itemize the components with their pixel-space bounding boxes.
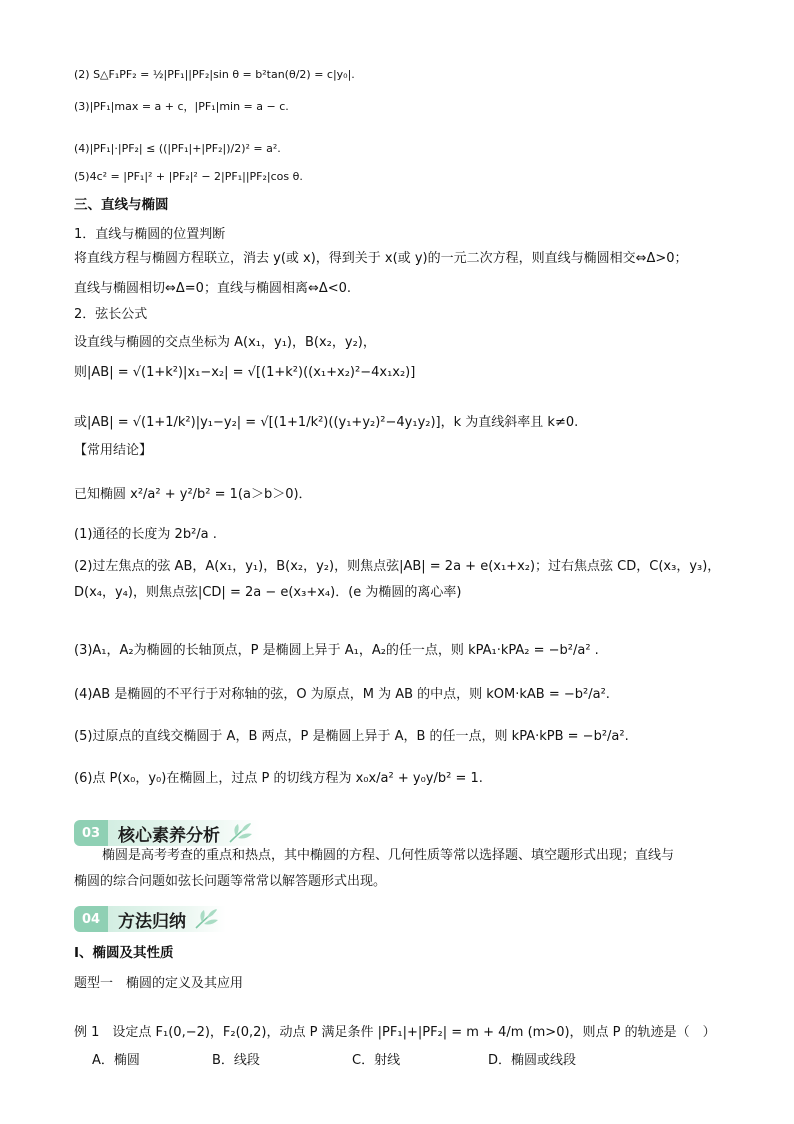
option-d: D．椭圆或线段 [488,1053,577,1068]
question-type-1: 题型一 椭圆的定义及其应用 [74,976,244,991]
property-5: (5)4c² = |PF₁|² + |PF₂|² − 2|PF₁||PF₂|cos θ. [74,170,303,183]
paragraph-chord-1: 设直线与椭圆的交点坐标为 A(x₁，y₁)，B(x₂，y₂)， [74,335,376,350]
paragraph-position-1: 将直线方程与椭圆方程联立，消去 y(或 x)，得到关于 x(或 y)的一元二次方程，则直线与椭圆相交⇔Δ>0； [74,251,688,266]
property-3: (3)|PF₁|max = a + c，|PF₁|min = a − c. [74,100,289,113]
conclusion-2-line2: D(x₄，y₄)，则焦点弦|CD| = 2a − e(x₃+x₄)．(e 为椭圆的离心率) [74,585,462,600]
leaf-icon [192,906,222,932]
conclusion-6: (6)点 P(x₀，y₀)在椭圆上，过点 P 的切线方程为 x₀x/a² + y₀y/b² = 1. [74,771,483,786]
banner-title: 核心素养分析 [108,820,260,846]
option-b: B．线段 [212,1053,260,1068]
conclusion-5: (5)过原点的直线交椭圆于 A，B 两点，P 是椭圆上异于 A，B 的任一点，则 kPA·kPB = −b²/a². [74,729,629,744]
analysis-paragraph-1: 椭圆是高考考查的重点和热点，其中椭圆的方程、几何性质等常以选择题、填空题形式出现；直线与 [102,848,675,863]
section-banner-04 [74,906,222,932]
heading-ellipse-properties: Ⅰ、椭圆及其性质 [74,945,174,961]
banner-title: 方法归纳 [108,906,226,932]
conclusion-4: (4)AB 是椭圆的不平行于对称轴的弦，O 为原点，M 为 AB 的中点，则 kOM·kAB = −b²/a². [74,687,610,702]
paragraph-position-2: 直线与椭圆相切⇔Δ=0；直线与椭圆相离⇔Δ<0. [74,281,352,296]
section-heading-3: 三、直线与椭圆 [74,197,169,213]
conclusion-1: (1)通径的长度为 2b²/a . [74,527,217,542]
chord-formula-x: 则|AB| = √(1+k²)|x₁−x₂| = √[(1+k²)((x₁+x₂)²−4x₁x₂)] [74,365,416,380]
chord-formula-y: 或|AB| = √(1+1/k²)|y₁−y₂| = √[(1+1/k²)((y₁+y₂)²−4y₁y₂)]，k 为直线斜率且 k≠0. [74,415,579,430]
subheading-position: 1．直线与椭圆的位置判断 [74,227,226,242]
property-4: (4)|PF₁|·|PF₂| ≤ ((|PF₁|+|PF₂|)/2)² = a². [74,142,281,155]
option-a: A．椭圆 [92,1053,140,1068]
section-banner-03 [74,820,256,846]
subheading-chord: 2．弦长公式 [74,307,148,322]
analysis-paragraph-2: 椭圆的综合问题如弦长问题等常常以解答题形式出现。 [74,874,387,889]
ellipse-given: 已知椭圆 x²/a² + y²/b² = 1(a＞b＞0)． [74,487,312,502]
conclusion-2-line1: (2)过左焦点的弦 AB，A(x₁，y₁)，B(x₂，y₂)，则焦点弦|AB| = 2a + e(x₁+x₂)；过右焦点弦 CD，C(x₃，y₃)， [74,559,721,574]
option-c: C．射线 [352,1053,401,1068]
common-conclusions-label: 【常用结论】 [74,443,153,458]
leaf-icon [226,820,256,846]
property-2: (2) S△F₁PF₂ = ½|PF₁||PF₂|sin θ = b²tan(θ/2) = c|y₀|. [74,68,355,81]
banner-number: 03 [74,820,108,846]
conclusion-3: (3)A₁，A₂为椭圆的长轴顶点，P 是椭圆上异于 A₁，A₂的任一点，则 kPA₁·kPA₂ = −b²/a² . [74,643,599,658]
example-1: 例 1 设定点 F₁(0,−2)，F₂(0,2)，动点 P 满足条件 |PF₁|+|PF₂| = m + 4/m (m>0)，则点 P 的轨迹是（ ） [74,1025,716,1040]
banner-number: 04 [74,906,108,932]
